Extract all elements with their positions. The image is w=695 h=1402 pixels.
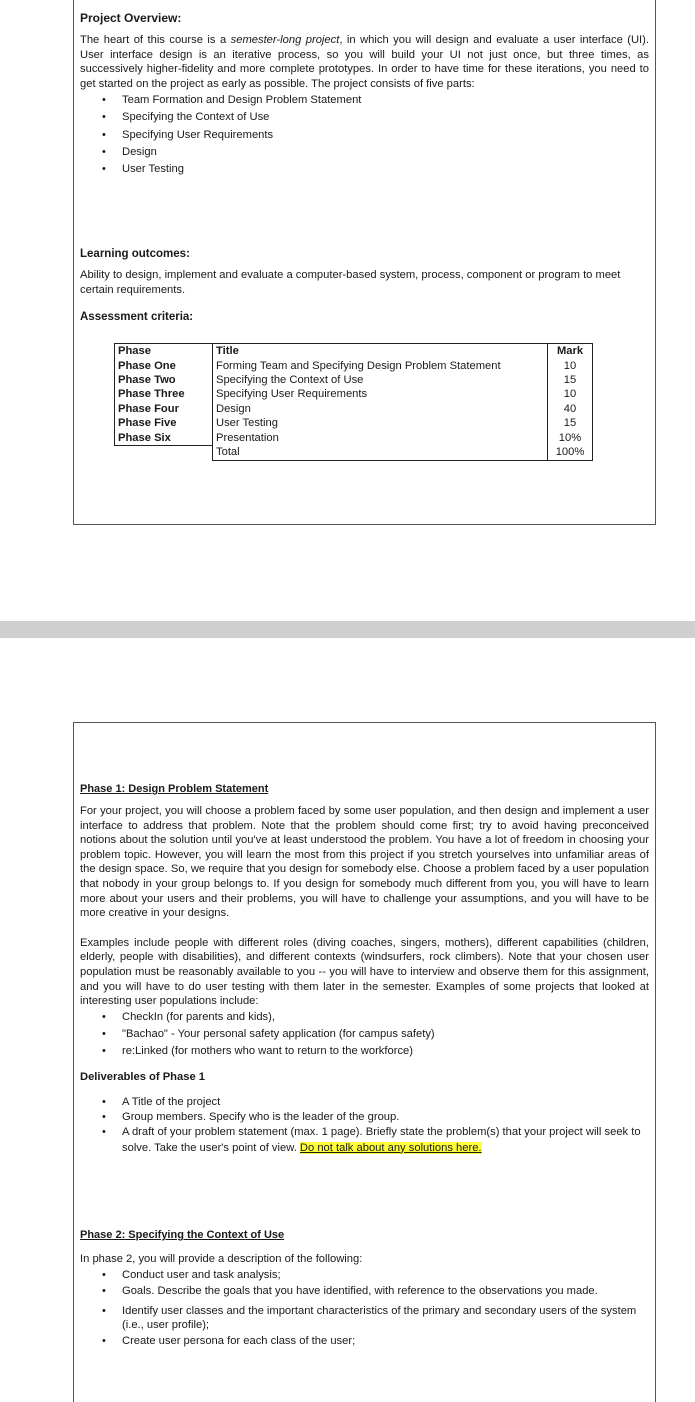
- document-page-2: [73, 722, 656, 1402]
- phase2-section: [74, 1229, 655, 1349]
- learning-section: [74, 248, 655, 323]
- list-item: • "Bachao" - Your personal safety application (for campus safety): [122, 1026, 649, 1043]
- assessment-heading: Assessment criteria:: [80, 311, 194, 324]
- mark-cell: 10%: [548, 430, 593, 445]
- mark-cell: 10: [548, 387, 593, 401]
- title-cell: Forming Team and Specifying Design Problem Statement: [213, 358, 548, 372]
- phase-cell: Phase One: [115, 358, 213, 372]
- deliverables-heading: Deliverables of Phase 1: [80, 1071, 205, 1083]
- list-item: • A draft of your problem statement (max. 1 page). Briefly state the problem(s) that your project will seek to solve. Take the user's point of view. Do not talk about any solutions here.: [122, 1125, 649, 1155]
- list-item: • User Testing: [122, 161, 649, 178]
- list-item: • Group members. Specify who is the leader of the group.: [122, 1110, 649, 1125]
- table-row: [115, 402, 593, 416]
- overview-heading: Project Overview:: [80, 11, 182, 25]
- table-row: [115, 416, 593, 430]
- list-item: • A Title of the project: [122, 1095, 649, 1110]
- mark-cell: 40: [548, 402, 593, 416]
- list-item: • Goals. Describe the goals that you have identified, with reference to the observations you made.: [122, 1283, 649, 1301]
- overview-section: [74, 11, 655, 178]
- title-cell: User Testing: [213, 416, 548, 430]
- total-value: 100%: [548, 445, 593, 460]
- learning-text: Ability to design, implement and evaluate a computer-based system, process, component or program to meet certain requirements.: [80, 269, 621, 296]
- title-cell: Design: [213, 402, 548, 416]
- mark-cell: 15: [548, 416, 593, 430]
- phase2-list: [80, 1267, 649, 1349]
- list-item: • CheckIn (for parents and kids),: [122, 1009, 649, 1026]
- phase1-section: [74, 783, 655, 1156]
- phase-cell: Phase Two: [115, 373, 213, 387]
- phase1-heading: Phase 1: Design Problem Statement: [80, 783, 269, 795]
- list-item: • Specifying the Context of Use: [122, 109, 649, 126]
- phase-cell: Phase Six: [115, 430, 213, 445]
- phase2-intro: In phase 2, you will provide a description of the following:: [80, 1253, 363, 1265]
- phase2-heading: Phase 2: Specifying the Context of Use: [80, 1229, 285, 1241]
- list-item: • re:Linked (for mothers who want to return to the workforce): [122, 1043, 649, 1060]
- list-item: • Create user persona for each class of the user;: [122, 1333, 649, 1349]
- phase-cell: Phase Five: [115, 416, 213, 430]
- mark-cell: 10: [548, 358, 593, 372]
- mark-cell: 15: [548, 373, 593, 387]
- title-cell: Specifying User Requirements: [213, 387, 548, 401]
- total-label: Total: [213, 445, 548, 460]
- table-row: [115, 358, 593, 372]
- title-cell: Specifying the Context of Use: [213, 373, 548, 387]
- assessment-table: [114, 343, 593, 461]
- phase-cell: Phase Four: [115, 402, 213, 416]
- project-parts-list: [80, 92, 649, 177]
- list-item: • Identify user classes and the important characteristics of the primary and secondary users of the system (i.e., user profile);: [122, 1304, 649, 1333]
- empty-cell: [115, 445, 213, 460]
- table-header-row: [115, 344, 593, 359]
- table-row: [115, 387, 593, 401]
- examples-list: [80, 1009, 649, 1060]
- list-item: • Team Formation and Design Problem Statement: [122, 92, 649, 109]
- deliverables-list: [80, 1095, 649, 1156]
- phase1-paragraph-1: For your project, you will choose a problem faced by some user population, and then design and implement a user interface to address that problem. Note that the problem should come first; try to avoid having preconceived notions about the solution until you've at least understood the problem. You have a lot of freedom in choosing your problem topic. However, you will learn the most from this project if you stretch yourselves into unfamiliar areas of the design space. So, we require that you design for somebody else. Choose a problem faced by a user population that nobody in your group belongs to. If you design for somebody much different from you, you will have to learn more about your users and their problems, you will have to challenge your assumptions, and you will have to be more creative in your designs.: [80, 805, 649, 920]
- title-cell: Presentation: [213, 430, 548, 445]
- table-row: [115, 430, 593, 445]
- overview-paragraph: The heart of this course is a semester-long project, in which you will design and evaluate a user interface (UI). User interface design is an iterative process, so you will build your UI not just once, but three times, as successively higher-fidelity and more complete prototypes. In order to have time for these iterations, you need to get started on the project as early as possible. The project consists of five parts:: [80, 34, 649, 90]
- table-row: [115, 373, 593, 387]
- header-phase: Phase: [115, 344, 213, 359]
- learning-heading: Learning outcomes:: [80, 248, 190, 260]
- list-item: • Design: [122, 144, 649, 161]
- highlighted-note: Do not talk about any solutions here.: [299, 1141, 482, 1154]
- table-total-row: [115, 445, 593, 460]
- document-page-1: [73, 0, 656, 525]
- list-item: • Conduct user and task analysis;: [122, 1267, 649, 1284]
- page-separator: [0, 621, 695, 638]
- phase-cell: Phase Three: [115, 387, 213, 401]
- list-item: • Specifying User Requirements: [122, 127, 649, 144]
- phase1-paragraph-2: Examples include people with different roles (diving coaches, singers, mothers), different capabilities (children, elderly, people with disabilities), and different contexts (windsurfers, rock climbers). Note that your chosen user population must be reasonably available to you -- you will have to interview and observe them for this assignment, and you will have to do user testing with them later in the semester. Examples of some projects that looked at interesting user populations include:: [80, 936, 649, 1008]
- header-mark: Mark: [548, 344, 593, 359]
- header-title: Title: [213, 344, 548, 359]
